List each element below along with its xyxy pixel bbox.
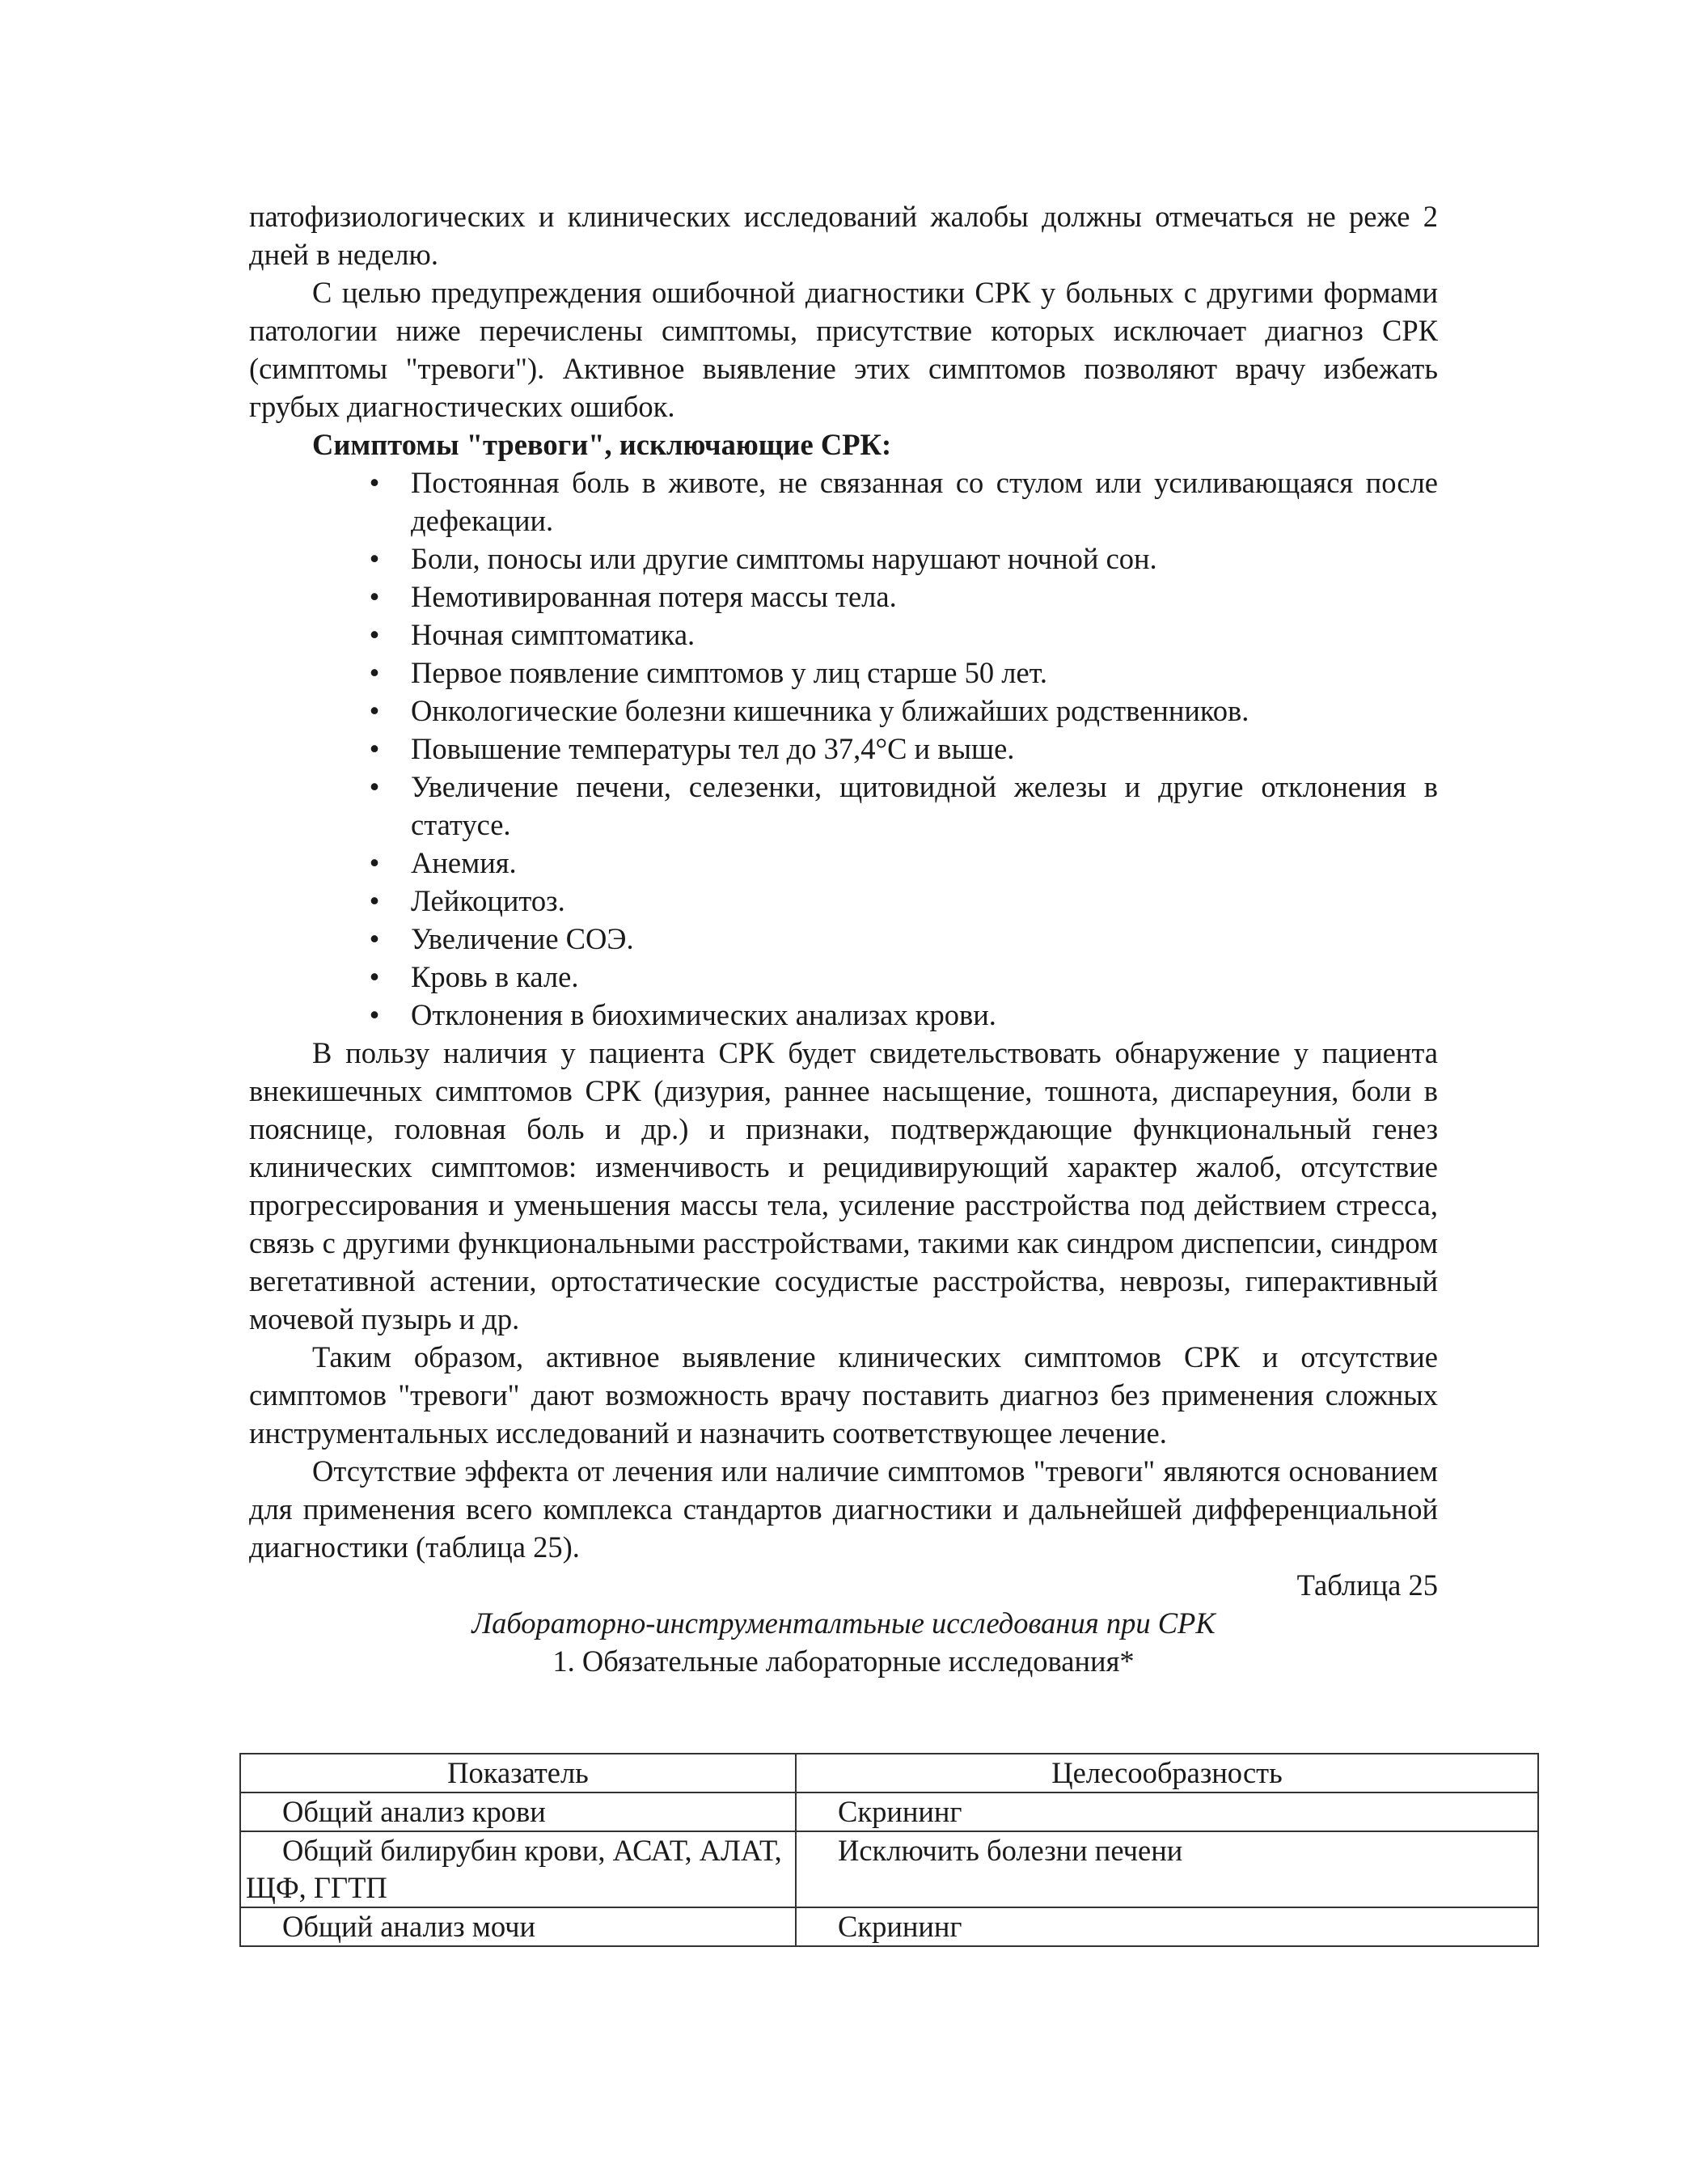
bullet-icon: •	[369, 960, 380, 993]
list-item	[249, 958, 1438, 996]
bullet-icon: •	[369, 580, 380, 613]
table-cell	[240, 1831, 796, 1907]
list-item	[249, 996, 1438, 1034]
cell-text: Общий анализ мочи	[282, 1910, 536, 1943]
bullet-icon: •	[369, 846, 380, 879]
list-item-text: Немотивированная потеря массы тела.	[411, 580, 897, 613]
main-text	[249, 197, 1438, 1680]
cell-text: Общий билирубин крови, АСАТ, АЛАТ, ЩФ, ГГТП	[246, 1834, 782, 1904]
bullet-icon: •	[369, 770, 380, 803]
intro-paragraph-1: патофизиологических и клинических исследований жалобы должны отмечаться не реже 2 дней в неделю.	[249, 200, 1438, 271]
body-paragraph-5: Отсутствие эффекта от лечения или наличие симптомов "тревоги" являются основанием для применения всего комплекса стандартов диагностики и дальнейшей дифференциальной диагностики (таблица 25).	[249, 1454, 1438, 1564]
bullet-icon: •	[369, 618, 380, 651]
bullet-icon: •	[369, 922, 380, 955]
cell-text: Скрининг	[838, 1795, 962, 1828]
list-item-text: Ночная симптоматика.	[411, 618, 696, 651]
cell-text: Общий анализ крови	[282, 1795, 546, 1828]
bullet-icon: •	[369, 542, 380, 575]
bullet-icon: •	[369, 656, 380, 689]
list-item-text: Увеличение печени, селезенки, щитовидной железы и другие отклонения в статусе.	[411, 770, 1438, 841]
table-row	[240, 1831, 1538, 1907]
list-item	[249, 463, 1438, 540]
list-item	[249, 844, 1438, 882]
body-paragraph-4: Таким образом, активное выявление клинических симптомов СРК и отсутствие симптомов "тревоги" дают возможность врачу поставить диагноз без применения сложных инструментальных исследований и назначить соответствующее лечение.	[249, 1340, 1438, 1450]
cell-text: Исключить болезни печени	[838, 1834, 1183, 1867]
column-header-purpose: Целесообразность	[796, 1754, 1538, 1792]
table-cell	[796, 1831, 1538, 1907]
lab-tests-table	[239, 1753, 1539, 1947]
table-number: Таблица 25	[1296, 1568, 1438, 1602]
table-header-row	[240, 1754, 1538, 1792]
table-title: Лабораторно-инструменталтьные исследования при СРК	[471, 1606, 1216, 1640]
list-item-text: Отклонения в биохимических анализах крови.	[411, 998, 996, 1031]
column-header-indicator: Показатель	[240, 1754, 796, 1792]
intro-paragraph-2: С целью предупреждения ошибочной диагностики СРК у больных с другими формами патологии ниже перечислены симптомы, присутствие которых исключает диагноз СРК (симптомы "тревоги"). Активное выявление этих симптомов позволяют врачу избежать грубых диагностических ошибок.	[249, 276, 1438, 423]
table-cell	[796, 1907, 1538, 1946]
table-cell	[240, 1907, 796, 1946]
list-item-text: Первое появление симптомов у лиц старше 50 лет.	[411, 656, 1047, 689]
table-subtitle: 1. Обязательные лабораторные исследования*	[552, 1644, 1135, 1678]
table-cell	[796, 1792, 1538, 1831]
list-item	[249, 882, 1438, 920]
table-row	[240, 1907, 1538, 1946]
list-item-text: Анемия.	[411, 846, 517, 879]
bullet-icon: •	[369, 694, 380, 727]
list-item-text: Повышение температуры тел до 37,4°С и выше.	[411, 732, 1015, 765]
cell-text: Скрининг	[838, 1910, 962, 1943]
alarm-symptoms-heading: Симптомы "тревоги", исключающие СРК:	[312, 428, 892, 461]
list-item	[249, 768, 1438, 844]
list-item-text: Онкологические болезни кишечника у ближайших родственников.	[411, 694, 1249, 727]
list-item-text: Увеличение СОЭ.	[411, 922, 634, 955]
list-item	[249, 616, 1438, 654]
bullet-icon: •	[369, 732, 380, 765]
list-item	[249, 540, 1438, 578]
table-row	[240, 1792, 1538, 1831]
alarm-symptoms-list	[249, 463, 1438, 1034]
list-item	[249, 692, 1438, 730]
list-item-text: Боли, поносы или другие симптомы нарушают ночной сон.	[411, 542, 1157, 575]
list-item	[249, 654, 1438, 692]
body-paragraph-3: В пользу наличия у пациента СРК будет свидетельствовать обнаружение у пациента внекишечных симптомов СРК (дизурия, раннее насыщение, тошнота, диспареуния, боли в пояснице, головная боль и др.) и признаки, подтверждающие функциональный генез клинических симптомов: изменчивость и рецидивирующий характер жалоб, отсутствие прогрессирования и уменьшения массы тела, усиление расстройства под действием стресса, связь с другими функциональными расстройствами, такими как синдром диспепсии, синдром вегетативной астении, ортостатические сосудистые расстройства, неврозы, гиперактивный мочевой пузырь и др.	[249, 1036, 1438, 1335]
bullet-icon: •	[369, 884, 380, 917]
list-item-text: Лейкоцитоз.	[411, 884, 565, 917]
list-item	[249, 730, 1438, 768]
list-item-text: Кровь в кале.	[411, 960, 579, 993]
list-item-text: Постоянная боль в животе, не связанная со стулом или усиливающаяся после дефекации.	[411, 466, 1438, 537]
list-item	[249, 920, 1438, 958]
bullet-icon: •	[369, 466, 380, 499]
bullet-icon: •	[369, 998, 380, 1031]
list-item	[249, 578, 1438, 616]
table-cell	[240, 1792, 796, 1831]
